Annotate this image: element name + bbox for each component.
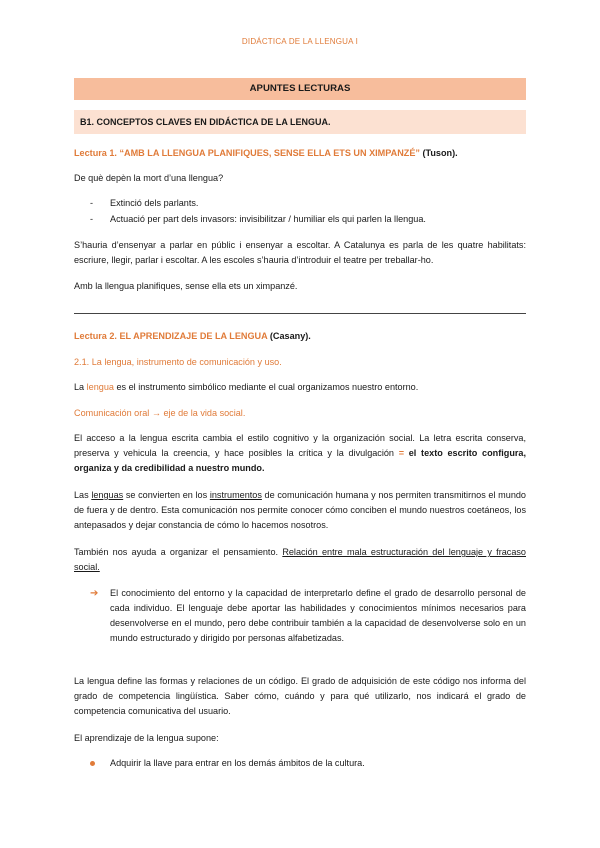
paragraph-written-language	[74, 431, 526, 476]
text-run: El acceso a la lengua escrita cambia el estilo cognitivo y la organización social. La letra escrita conserva, preserva y vehicula la creencia, y hace posibles la crítica y la divulgación	[74, 433, 526, 458]
arrow-right-icon: ➔	[90, 588, 99, 599]
lecture2-title-main: Lectura 2. EL APRENDIZAJE DE LA LENGUA	[74, 331, 268, 341]
text-run: Las	[74, 490, 92, 500]
paragraph-code: La lengua define las formas y relaciones de un código. El grado de adquisición de este código nos informa del grado de competencia lingüística. Saber cómo, cuándo y para qué utilizarlo, nos indicará el grado de competencia comunicativa del usuario.	[74, 676, 526, 716]
equals-sign: =	[398, 448, 405, 458]
paragraph-learning: El aprendizaje de la lengua supone:	[74, 733, 219, 743]
bullet-dot-icon	[90, 761, 95, 766]
lecture2-title-author: (Casany).	[267, 331, 311, 341]
running-header: DIDÁCTICA DE LA LLENGUA I	[241, 37, 359, 46]
bullet-text: Adquirir la llave para entrar en los demás ámbitos de la cultura.	[110, 758, 365, 768]
text-run: se convierten en los	[123, 490, 210, 500]
oral-heading: Comunicación oral → eje de la vida social.	[74, 408, 246, 418]
dash-marker: -	[90, 214, 94, 224]
lecture1-title	[74, 146, 526, 161]
list-item-text: Actuació per part dels invasors: invisibilitzar / humiliar els qui parlen la llengua.	[110, 214, 426, 224]
paragraph-thought	[74, 545, 526, 575]
dash-marker: -	[90, 198, 94, 208]
text-run: es el instrumento simbólico mediante el cual organizamos nuestro entorno.	[113, 382, 419, 392]
lecture1-paragraph: S’hauria d’ensenyar a parlar en públic i ensenyar a escoltar. A Catalunya es parla de les quatre habilitats: escriure, llegir, parlar i escoltar. A les escoles s’hauria d’introduir el teatre per treballar-ho.	[74, 240, 526, 265]
lecture1-question: De què depèn la mort d’una llengua?	[74, 173, 224, 183]
text-run: de comunicación humana y nos permiten transmitirnos el mundo de fuera y de dentro. Esta comunicación nos permite conocer cómo conciben el mundo nuestros coetáneos, los antepasados y dejar constancia de cómo lo hacemos nosotros.	[74, 490, 526, 530]
keyword-lengua: lengua	[86, 382, 114, 392]
list-item	[90, 212, 426, 227]
arrow-point-text: El conocimiento del entorno y la capacidad de interpretarlo define el grado de desarrollo personal de cada individuo. El lenguaje debe aportar las habilidades y conocimientos mínimos necesarios para desenvolverse en el mundo, pero debe contribuir también a la capacidad de desenvolverse solo en un mundo estructurado y dirigido por personas alfabetizadas.	[110, 588, 526, 643]
block-heading: B1. CONCEPTOS CLAVES EN DIDÁCTICA DE LA LENGUA.	[74, 110, 526, 134]
lecture2-title	[74, 329, 526, 344]
list-item	[90, 196, 198, 211]
paragraph-lengua	[74, 380, 526, 395]
lecture1-title-main: Lectura 1. “AMB LA LLENGUA PLANIFIQUES, SENSE ELLA ETS UN XIMPANZÉ”	[74, 148, 420, 158]
lecture1-conclusion: Amb la llengua planifiques, sense ella ets un ximpanzé.	[74, 281, 298, 291]
section-divider	[74, 313, 526, 314]
paragraph-languages-instruments	[74, 488, 526, 533]
underlined-instrumentos: instrumentos	[209, 490, 262, 500]
text-run: También nos ayuda a organizar el pensamiento.	[74, 547, 283, 557]
underlined-relation: Relación entre mala estructuración del lenguaje y fracaso social.	[74, 547, 526, 572]
list-item-text: Extinció dels parlants.	[110, 198, 199, 208]
lecture1-title-author: (Tuson).	[419, 148, 458, 158]
title-bar: APUNTES LECTURAS	[74, 78, 526, 100]
bold-statement: el texto escrito configura, organiza y da credibilidad a nuestro mundo.	[74, 448, 526, 473]
text-run: La	[74, 382, 87, 392]
subsection-heading: 2.1. La lengua, instrumento de comunicación y uso.	[74, 357, 282, 367]
underlined-lenguas: lenguas	[91, 490, 124, 500]
